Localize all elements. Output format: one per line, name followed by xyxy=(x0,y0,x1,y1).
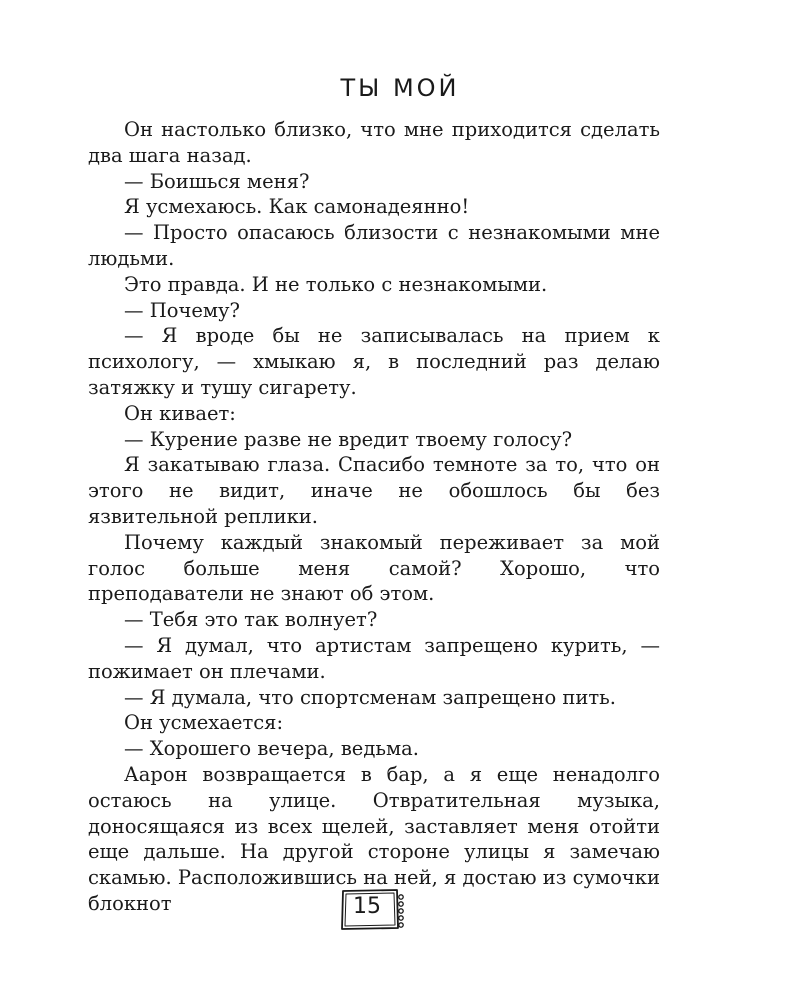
page-number: 15 xyxy=(353,894,381,919)
paragraph: Это правда. И не только с незнакомыми. xyxy=(124,272,548,296)
paragraph: — Почему? xyxy=(124,298,240,322)
paragraph: Аарон возвращается в бар, а я еще ненадолго остаюсь на улице. Отвратительная музыка, доносящаяся из всех щелей, заставляет меня отойти еще дальше. На другой стороне улицы я замечаю скамью. Расположившись на ней, я достаю из сумочки блокнот xyxy=(88,762,660,915)
paragraph: Он настолько близко, что мне приходится сделать два шага назад. xyxy=(88,118,660,167)
paragraph: — Я вроде бы не записывалась на прием к психологу, — хмыкаю я, в последний раз делаю затяжку и тушу сигарету. xyxy=(88,324,660,399)
paragraph: Я закатываю глаза. Спасибо темноте за то, что он этого не видит, иначе не обошлось бы без язвительной реплики. xyxy=(88,453,660,528)
paragraph: Почему каждый знакомый переживает за мой голос больше меня самой? Хорошо, что преподаватели не знают об этом. xyxy=(88,530,660,606)
paragraph: Я усмехаюсь. Как самонадеянно! xyxy=(124,195,470,219)
paragraph: — Я думала, что спортсменам запрещено пить. xyxy=(124,685,616,709)
paragraph: Он кивает: xyxy=(124,401,236,425)
paragraph: — Тебя это так волнует? xyxy=(124,608,378,632)
paragraph: — Я думал, что артистам запрещено курить, — пожимает он плечами. xyxy=(88,633,660,683)
paragraph: — Боишься меня? xyxy=(124,169,310,193)
running-header: ТЫ МОЙ xyxy=(340,74,460,102)
paragraph: — Хорошего вечера, ведьма. xyxy=(124,737,419,761)
paragraph: Он усмехается: xyxy=(124,711,284,735)
page-number-badge xyxy=(337,888,409,932)
body-text xyxy=(88,117,660,917)
paragraph: — Курение разве не вредит твоему голосу? xyxy=(124,427,573,451)
paragraph: — Просто опасаюсь близости с незнакомыми мне людьми. xyxy=(88,221,660,270)
